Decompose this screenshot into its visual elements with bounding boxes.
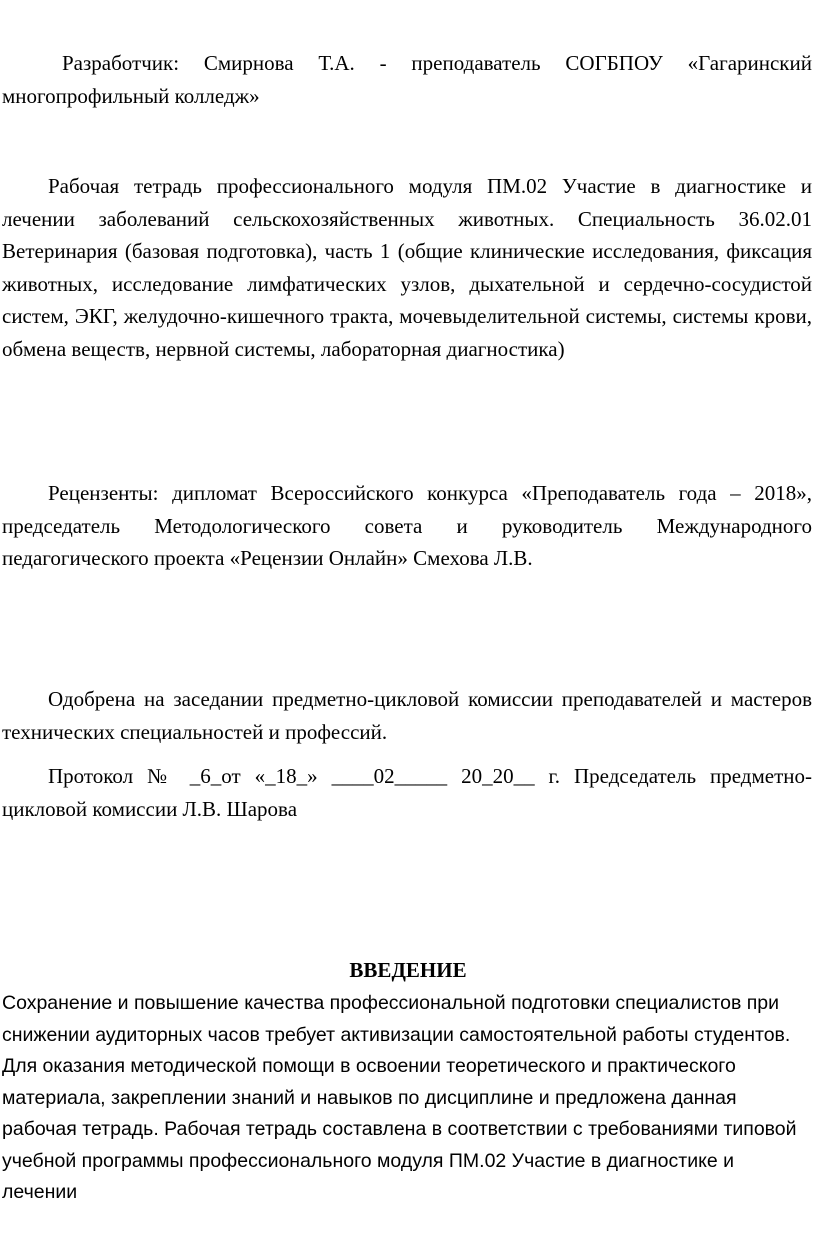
reviewers-paragraph: Рецензенты: дипломат Всероссийского конкурса «Преподаватель года – 2018», председатель Методологического совета и руководитель Международного педагогического проекта «Рецензии Онлайн» Смехова Л.В. xyxy=(2,481,812,570)
introduction-heading: ВВЕДЕНИЕ xyxy=(349,958,467,982)
approval-paragraph: Одобрена на заседании предметно-цикловой комиссии преподавателей и мастеров технических специальностей и профессий. xyxy=(2,687,812,744)
developer-paragraph: Разработчик: Смирнова Т.А. - преподаватель СОГБПОУ «Гагаринский многопрофильный колледж» xyxy=(2,51,812,108)
introduction-paragraph: Сохранение и повышение качества профессиональной подготовки специалистов при снижении аудиторных часов требует активизации самостоятельной работы студентов. Для оказания методической помощи в освоении теоретического и практического материала, закреплении знаний и навыков по дисциплине и предложена данная рабочая тетрадь. Рабочая тетрадь составлена в соответствии с требованиями типовой учебной программы профессионального модуля ПМ.02 Участие в диагностике и лечении xyxy=(2,992,797,1203)
protocol-paragraph: Протокол № _6_от «_18_» ____02_____ 20_20__ г. Председатель предметно-цикловой комиссии Л.В. Шарова xyxy=(2,764,812,821)
workbook-description-paragraph: Рабочая тетрадь профессионального модуля ПМ.02 Участие в диагностике и лечении заболеваний сельскохозяйственных животных. Специальность 36.02.01 Ветеринария (базовая подготовка), часть 1 (общие клинические исследования, фиксация животных, исследование лимфатических узлов, дыхательной и сердечно-сосудистой систем, ЭКГ, желудочно-кишечного тракта, мочевыделительной системы, системы крови, обмена веществ, нервной системы, лабораторная диагностика) xyxy=(2,174,812,361)
